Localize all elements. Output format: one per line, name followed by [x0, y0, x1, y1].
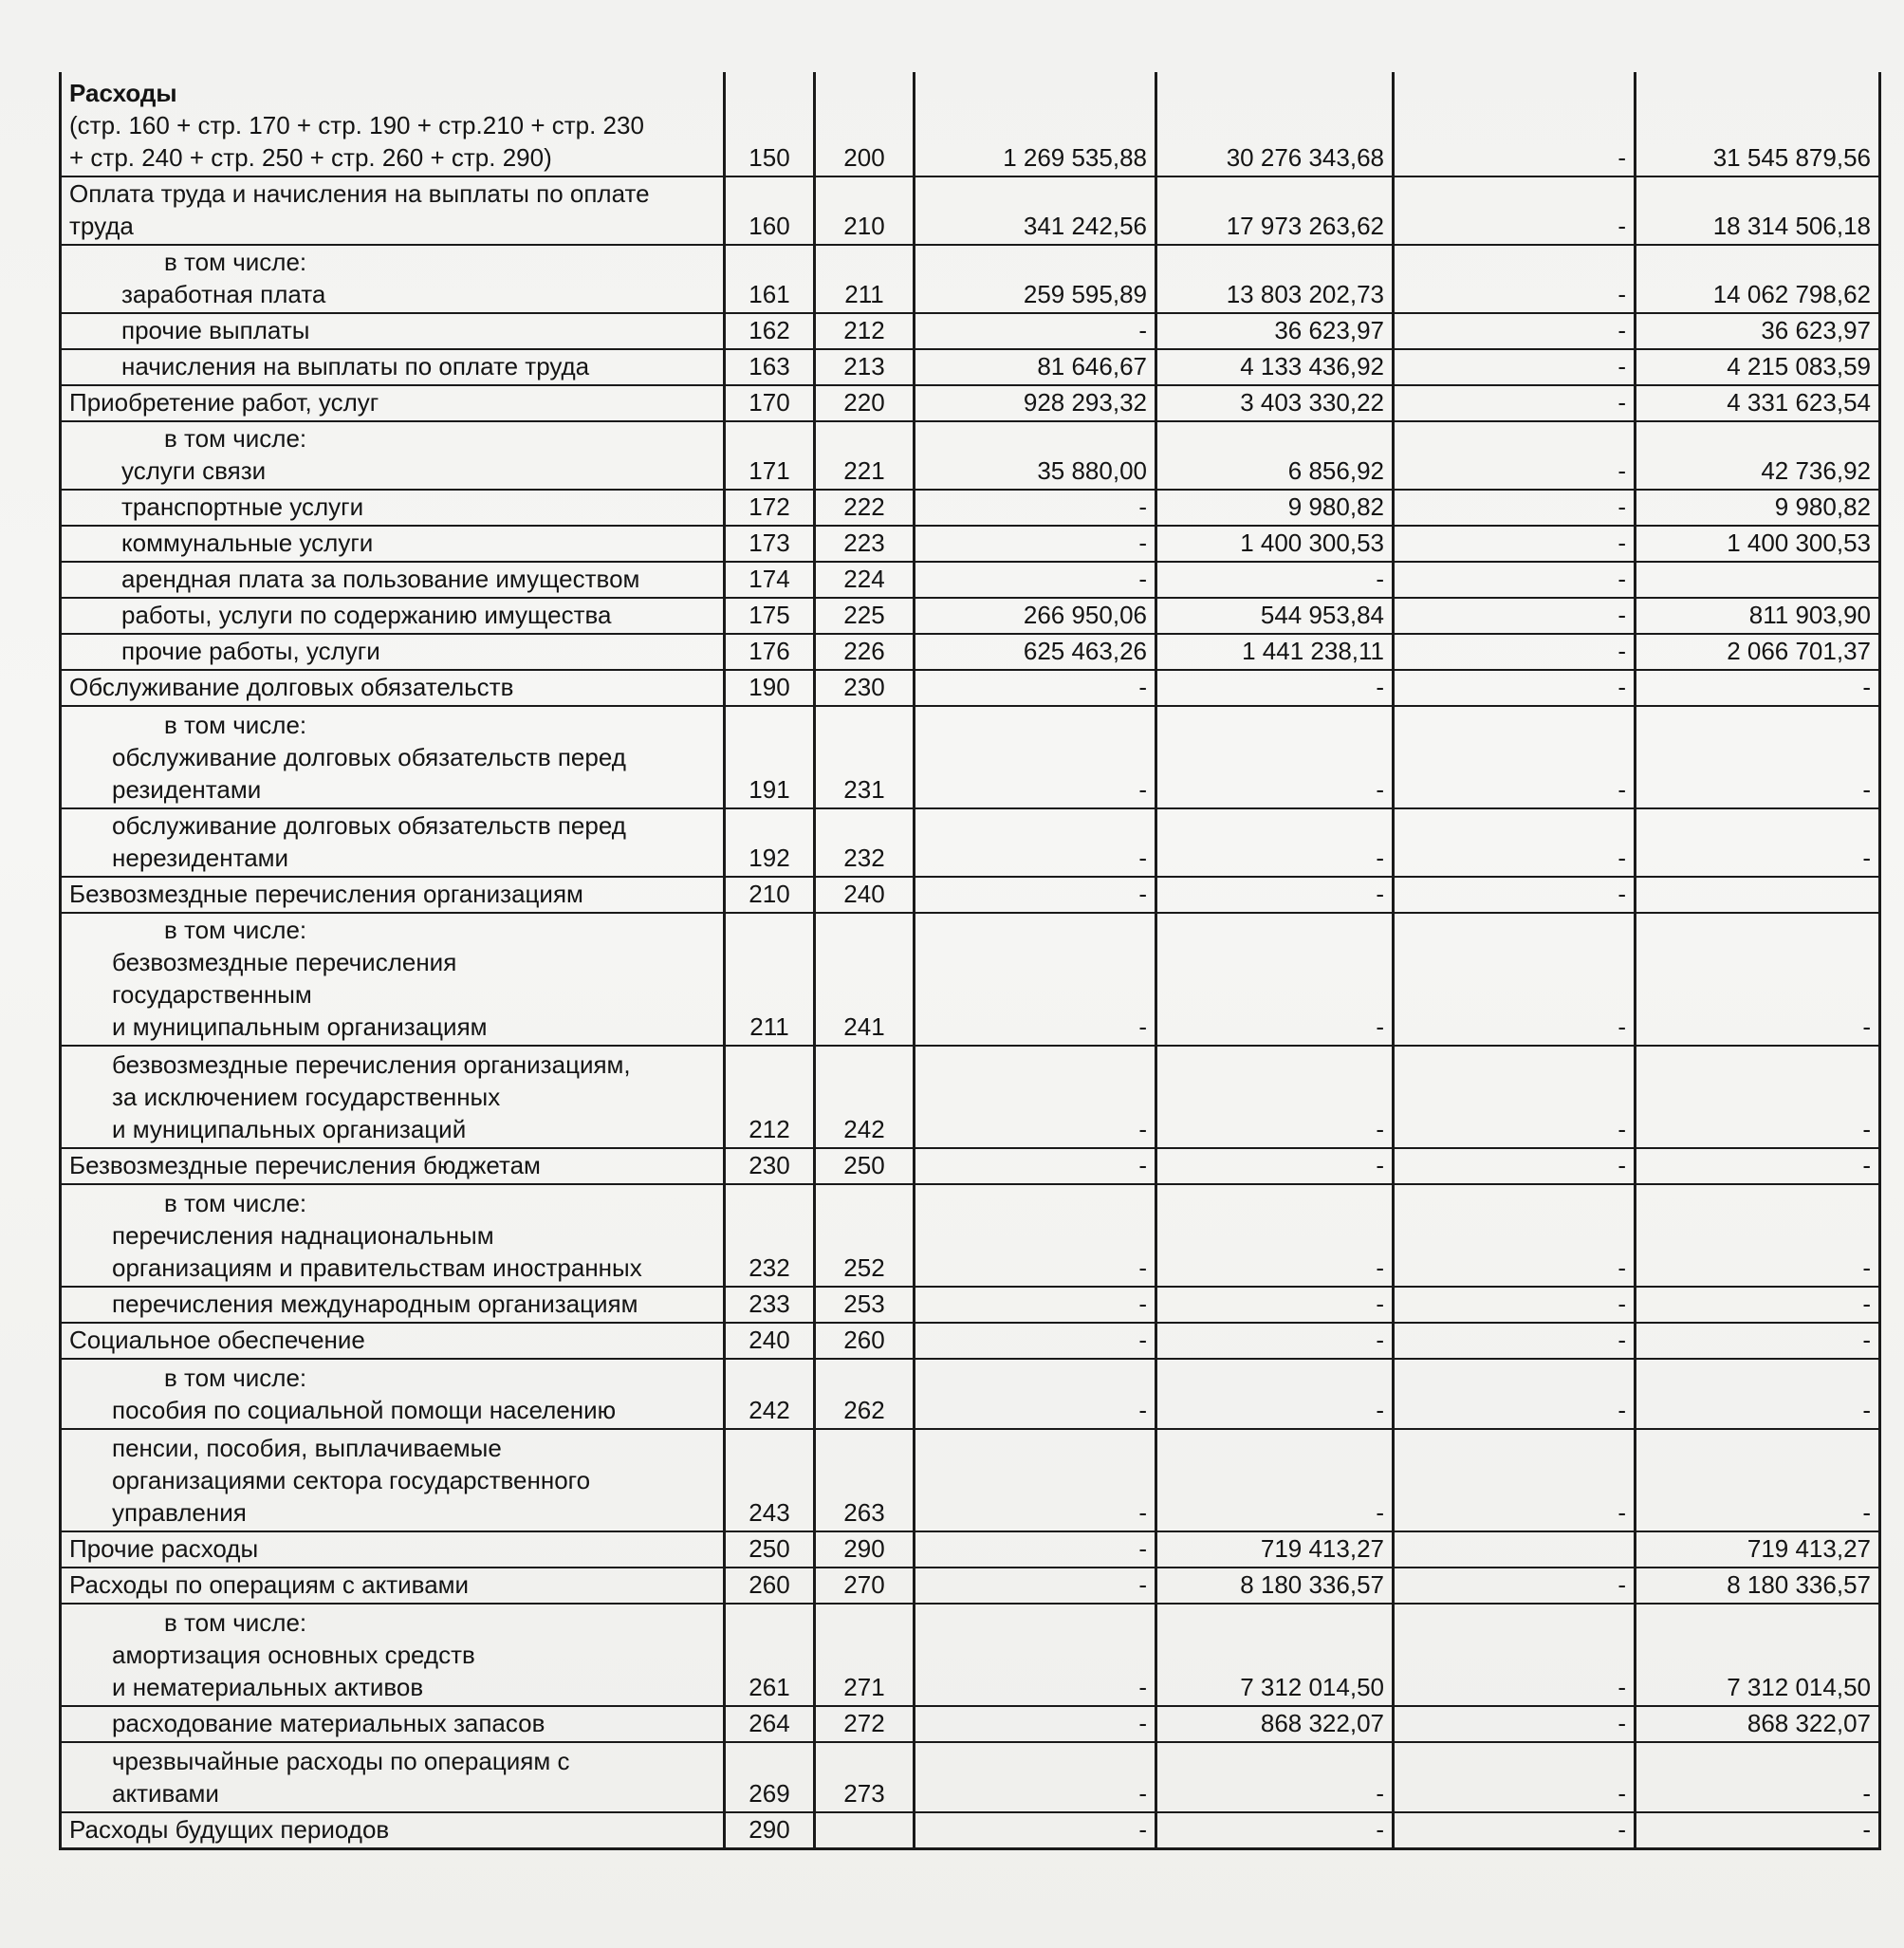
value-total: -: [1636, 808, 1880, 877]
line-code: 243: [725, 1429, 815, 1531]
value-col1: 341 242,56: [915, 176, 1156, 245]
row-description: в том числе: обслуживание долговых обязательств перед резидентами: [61, 706, 725, 808]
kosgu-code: 211: [815, 245, 915, 313]
line-code: 162: [725, 313, 815, 349]
value-col2: -: [1156, 1812, 1394, 1849]
value-total: 31 545 879,56: [1636, 72, 1880, 176]
table-row: [61, 706, 1880, 808]
kosgu-code: 223: [815, 526, 915, 562]
value-col3: -: [1394, 1359, 1636, 1429]
table-row: [61, 1359, 1880, 1429]
kosgu-code: 212: [815, 313, 915, 349]
kosgu-code: 260: [815, 1323, 915, 1359]
kosgu-code: 226: [815, 634, 915, 670]
value-col2: 1 441 238,11: [1156, 634, 1394, 670]
row-description: в том числе: заработная плата: [61, 245, 725, 313]
kosgu-code: 232: [815, 808, 915, 877]
value-col3: -: [1394, 1323, 1636, 1359]
kosgu-code: 224: [815, 562, 915, 598]
line-code: 190: [725, 670, 815, 706]
table-row: [61, 526, 1880, 562]
table-row: [61, 634, 1880, 670]
kosgu-code: [815, 1812, 915, 1849]
kosgu-code: 253: [815, 1287, 915, 1323]
table-row: [61, 670, 1880, 706]
line-code: 172: [725, 490, 815, 526]
value-col2: 1 400 300,53: [1156, 526, 1394, 562]
row-description: в том числе: перечисления наднациональным организациям и правительствам иностранных: [61, 1184, 725, 1287]
row-description: Оплата труда и начисления на выплаты по оплате труда: [61, 176, 725, 245]
table-row: [61, 1184, 1880, 1287]
value-col3: -: [1394, 598, 1636, 634]
table-row: [61, 245, 1880, 313]
line-code: 264: [725, 1706, 815, 1742]
value-total: -: [1636, 1429, 1880, 1531]
line-code: 173: [725, 526, 815, 562]
value-col3: -: [1394, 385, 1636, 421]
row-description: транспортные услуги: [61, 490, 725, 526]
value-col2: -: [1156, 1742, 1394, 1812]
value-col3: -: [1394, 1812, 1636, 1849]
value-col2: 4 133 436,92: [1156, 349, 1394, 385]
row-description: Приобретение работ, услуг: [61, 385, 725, 421]
value-col3: -: [1394, 313, 1636, 349]
value-total: [1636, 562, 1880, 598]
value-col2: 36 623,97: [1156, 313, 1394, 349]
line-code: 211: [725, 913, 815, 1046]
line-code: 174: [725, 562, 815, 598]
value-col2: 30 276 343,68: [1156, 72, 1394, 176]
value-col1: -: [915, 1812, 1156, 1849]
value-col3: -: [1394, 1706, 1636, 1742]
kosgu-code: 210: [815, 176, 915, 245]
kosgu-code: 231: [815, 706, 915, 808]
line-code: 212: [725, 1046, 815, 1148]
value-col3: -: [1394, 670, 1636, 706]
row-description: Обслуживание долговых обязательств: [61, 670, 725, 706]
value-col1: -: [915, 1429, 1156, 1531]
value-col3: [1394, 1531, 1636, 1568]
table-row: [61, 1604, 1880, 1706]
kosgu-code: 240: [815, 877, 915, 913]
table-row: [61, 313, 1880, 349]
row-description: Безвозмездные перечисления бюджетам: [61, 1148, 725, 1184]
row-description: пенсии, пособия, выплачиваемые организациями сектора государственного управления: [61, 1429, 725, 1531]
table-row: [61, 1323, 1880, 1359]
line-code: 240: [725, 1323, 815, 1359]
value-col1: -: [915, 562, 1156, 598]
row-description: Расходы (стр. 160 + стр. 170 + стр. 190 + стр.210 + стр. 230 + стр. 240 + стр. 250 + стр. 260 + стр. 290): [61, 72, 725, 176]
row-description: работы, услуги по содержанию имущества: [61, 598, 725, 634]
kosgu-code: 221: [815, 421, 915, 490]
value-total: 811 903,90: [1636, 598, 1880, 634]
value-col1: -: [915, 1046, 1156, 1148]
value-col1: -: [915, 1531, 1156, 1568]
kosgu-code: 222: [815, 490, 915, 526]
row-description: арендная плата за пользование имуществом: [61, 562, 725, 598]
value-col3: -: [1394, 808, 1636, 877]
table-row: [61, 598, 1880, 634]
value-col3: -: [1394, 1184, 1636, 1287]
kosgu-code: 200: [815, 72, 915, 176]
value-col1: 266 950,06: [915, 598, 1156, 634]
value-total: 4 331 623,54: [1636, 385, 1880, 421]
table-row: [61, 1706, 1880, 1742]
value-total: -: [1636, 1046, 1880, 1148]
line-code: 260: [725, 1568, 815, 1604]
line-code: 171: [725, 421, 815, 490]
value-col2: 9 980,82: [1156, 490, 1394, 526]
value-total: -: [1636, 1184, 1880, 1287]
row-description: безвозмездные перечисления организациям, за исключением государственных и муниципальных организаций: [61, 1046, 725, 1148]
value-total: 18 314 506,18: [1636, 176, 1880, 245]
value-total: [1636, 877, 1880, 913]
row-description: прочие выплаты: [61, 313, 725, 349]
value-total: 14 062 798,62: [1636, 245, 1880, 313]
row-description: начисления на выплаты по оплате труда: [61, 349, 725, 385]
value-col2: 17 973 263,62: [1156, 176, 1394, 245]
value-col3: -: [1394, 526, 1636, 562]
table-row: [61, 808, 1880, 877]
value-total: 7 312 014,50: [1636, 1604, 1880, 1706]
table-row: [61, 349, 1880, 385]
row-description: коммунальные услуги: [61, 526, 725, 562]
value-col1: -: [915, 1287, 1156, 1323]
kosgu-code: 273: [815, 1742, 915, 1812]
value-col3: -: [1394, 1742, 1636, 1812]
value-col1: 81 646,67: [915, 349, 1156, 385]
value-col1: 1 269 535,88: [915, 72, 1156, 176]
value-col3: -: [1394, 913, 1636, 1046]
value-col1: -: [915, 526, 1156, 562]
table-row: [61, 1531, 1880, 1568]
line-code: 261: [725, 1604, 815, 1706]
row-description: перечисления международным организациям: [61, 1287, 725, 1323]
value-total: 4 215 083,59: [1636, 349, 1880, 385]
line-code: 242: [725, 1359, 815, 1429]
value-col2: -: [1156, 1429, 1394, 1531]
value-total: 36 623,97: [1636, 313, 1880, 349]
value-col1: -: [915, 913, 1156, 1046]
value-col2: -: [1156, 1046, 1394, 1148]
value-col3: -: [1394, 1148, 1636, 1184]
value-col1: 35 880,00: [915, 421, 1156, 490]
row-description: чрезвычайные расходы по операциям с активами: [61, 1742, 725, 1812]
value-total: -: [1636, 1148, 1880, 1184]
kosgu-code: 290: [815, 1531, 915, 1568]
value-col1: -: [915, 877, 1156, 913]
value-col1: -: [915, 1184, 1156, 1287]
value-col1: -: [915, 1323, 1156, 1359]
table-row: [61, 562, 1880, 598]
value-col1: -: [915, 1604, 1156, 1706]
value-total: 9 980,82: [1636, 490, 1880, 526]
value-col3: -: [1394, 1568, 1636, 1604]
value-col2: 3 403 330,22: [1156, 385, 1394, 421]
value-col3: -: [1394, 562, 1636, 598]
value-total: -: [1636, 670, 1880, 706]
row-description: Социальное обеспечение: [61, 1323, 725, 1359]
value-col2: -: [1156, 877, 1394, 913]
table-row: [61, 1742, 1880, 1812]
value-total: -: [1636, 1287, 1880, 1323]
kosgu-code: 271: [815, 1604, 915, 1706]
row-description: в том числе: пособия по социальной помощи населению: [61, 1359, 725, 1429]
row-description: в том числе: услуги связи: [61, 421, 725, 490]
value-col3: -: [1394, 1287, 1636, 1323]
row-description: Расходы по операциям с активами: [61, 1568, 725, 1604]
value-total: 2 066 701,37: [1636, 634, 1880, 670]
table-row: [61, 385, 1880, 421]
value-total: -: [1636, 1812, 1880, 1849]
value-col3: -: [1394, 245, 1636, 313]
kosgu-code: 262: [815, 1359, 915, 1429]
value-col2: -: [1156, 670, 1394, 706]
value-col2: -: [1156, 1323, 1394, 1359]
value-col3: -: [1394, 490, 1636, 526]
table-row: [61, 1429, 1880, 1531]
line-code: 161: [725, 245, 815, 313]
value-col2: -: [1156, 562, 1394, 598]
table-row: [61, 1568, 1880, 1604]
line-code: 160: [725, 176, 815, 245]
line-code: 233: [725, 1287, 815, 1323]
value-col3: -: [1394, 1604, 1636, 1706]
row-description: в том числе: безвозмездные перечисления государственным и муниципальным организациям: [61, 913, 725, 1046]
value-col3: -: [1394, 706, 1636, 808]
value-col2: 8 180 336,57: [1156, 1568, 1394, 1604]
value-col1: -: [915, 1742, 1156, 1812]
value-col3: -: [1394, 72, 1636, 176]
line-code: 176: [725, 634, 815, 670]
value-col2: 6 856,92: [1156, 421, 1394, 490]
kosgu-code: 272: [815, 1706, 915, 1742]
value-col2: -: [1156, 808, 1394, 877]
kosgu-code: 252: [815, 1184, 915, 1287]
line-code: 191: [725, 706, 815, 808]
value-col2: 13 803 202,73: [1156, 245, 1394, 313]
value-col2: -: [1156, 1184, 1394, 1287]
table-row: [61, 1046, 1880, 1148]
value-total: -: [1636, 1323, 1880, 1359]
value-col1: -: [915, 1568, 1156, 1604]
line-code: 290: [725, 1812, 815, 1849]
line-code: 150: [725, 72, 815, 176]
kosgu-code: 242: [815, 1046, 915, 1148]
value-col2: -: [1156, 706, 1394, 808]
value-col2: -: [1156, 1359, 1394, 1429]
value-col2: 868 322,07: [1156, 1706, 1394, 1742]
table-row: [61, 176, 1880, 245]
kosgu-code: 230: [815, 670, 915, 706]
value-col2: 544 953,84: [1156, 598, 1394, 634]
row-description: Безвозмездные перечисления организациям: [61, 877, 725, 913]
table-row: [61, 1287, 1880, 1323]
line-code: 230: [725, 1148, 815, 1184]
value-col1: -: [915, 313, 1156, 349]
value-total: -: [1636, 1742, 1880, 1812]
line-code: 232: [725, 1184, 815, 1287]
value-col1: -: [915, 808, 1156, 877]
value-col2: -: [1156, 1287, 1394, 1323]
table-row: [61, 877, 1880, 913]
value-col1: -: [915, 706, 1156, 808]
row-description: прочие работы, услуги: [61, 634, 725, 670]
value-col1: -: [915, 1148, 1156, 1184]
row-description: расходование материальных запасов: [61, 1706, 725, 1742]
value-col3: -: [1394, 634, 1636, 670]
value-total: 8 180 336,57: [1636, 1568, 1880, 1604]
row-description: в том числе: амортизация основных средств и нематериальных активов: [61, 1604, 725, 1706]
kosgu-code: 225: [815, 598, 915, 634]
value-col2: 7 312 014,50: [1156, 1604, 1394, 1706]
value-col1: -: [915, 490, 1156, 526]
row-description: обслуживание долговых обязательств перед нерезидентами: [61, 808, 725, 877]
table-row: [61, 72, 1880, 176]
value-col1: -: [915, 670, 1156, 706]
kosgu-code: 250: [815, 1148, 915, 1184]
value-total: -: [1636, 706, 1880, 808]
kosgu-code: 220: [815, 385, 915, 421]
table-row: [61, 1812, 1880, 1849]
value-total: 868 322,07: [1636, 1706, 1880, 1742]
value-col3: -: [1394, 349, 1636, 385]
value-col2: -: [1156, 1148, 1394, 1184]
table-row: [61, 490, 1880, 526]
kosgu-code: 263: [815, 1429, 915, 1531]
value-col2: 719 413,27: [1156, 1531, 1394, 1568]
value-col1: 928 293,32: [915, 385, 1156, 421]
value-total: 42 736,92: [1636, 421, 1880, 490]
value-col3: -: [1394, 176, 1636, 245]
value-col3: -: [1394, 1046, 1636, 1148]
row-description: Расходы будущих периодов: [61, 1812, 725, 1849]
line-code: 163: [725, 349, 815, 385]
line-code: 269: [725, 1742, 815, 1812]
line-code: 192: [725, 808, 815, 877]
value-total: 719 413,27: [1636, 1531, 1880, 1568]
value-col1: 625 463,26: [915, 634, 1156, 670]
row-description: Прочие расходы: [61, 1531, 725, 1568]
value-col1: -: [915, 1706, 1156, 1742]
table-row: [61, 421, 1880, 490]
kosgu-code: 241: [815, 913, 915, 1046]
kosgu-code: 213: [815, 349, 915, 385]
expenses-table: [59, 72, 1881, 1850]
table-row: [61, 913, 1880, 1046]
value-col3: -: [1394, 421, 1636, 490]
line-code: 210: [725, 877, 815, 913]
value-col3: -: [1394, 877, 1636, 913]
value-col1: -: [915, 1359, 1156, 1429]
line-code: 170: [725, 385, 815, 421]
line-code: 175: [725, 598, 815, 634]
kosgu-code: 270: [815, 1568, 915, 1604]
line-code: 250: [725, 1531, 815, 1568]
table-row: [61, 1148, 1880, 1184]
value-col1: 259 595,89: [915, 245, 1156, 313]
value-total: -: [1636, 913, 1880, 1046]
value-col2: -: [1156, 913, 1394, 1046]
value-col3: -: [1394, 1429, 1636, 1531]
value-total: -: [1636, 1359, 1880, 1429]
value-total: 1 400 300,53: [1636, 526, 1880, 562]
